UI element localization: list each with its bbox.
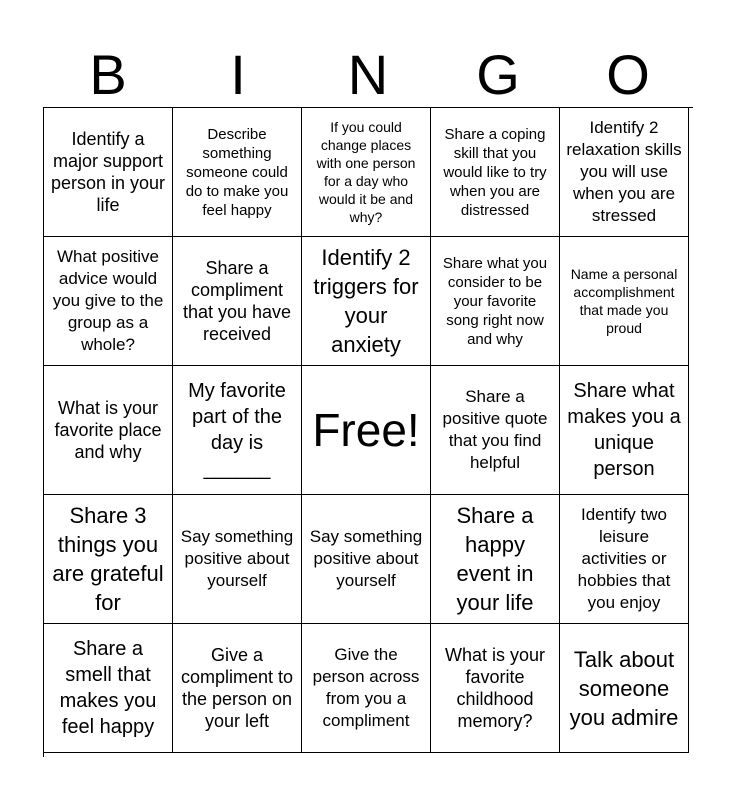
- header-letter-i: I: [230, 43, 246, 106]
- bingo-cell-text: Share 3 things you are grateful for: [52, 503, 164, 615]
- bingo-cell-r4-c4[interactable]: [431, 495, 560, 624]
- bingo-cell-r1-c3[interactable]: [302, 108, 431, 237]
- bingo-cell-r4-c2[interactable]: [173, 495, 302, 624]
- bingo-cell-r2-c2[interactable]: [173, 237, 302, 366]
- bingo-cell-r4-c1[interactable]: [44, 495, 173, 624]
- bingo-cell-r3-c1[interactable]: [44, 366, 173, 495]
- bingo-cell-text: Share a compliment that you have received: [182, 258, 292, 344]
- bingo-cell-text: Identify two leisure activities or hobbies that you enjoy: [577, 505, 671, 612]
- bingo-cell-text: What positive advice would you give to the group as a whole?: [52, 247, 164, 354]
- bingo-board: [43, 107, 693, 757]
- header-letter-b: B: [89, 43, 127, 106]
- bingo-cell-text: Identify a major support person in your life: [50, 129, 166, 215]
- bingo-cell-text: Say something positive about yourself: [309, 527, 423, 590]
- bingo-cell-r1-c5[interactable]: [560, 108, 689, 237]
- bingo-cell-r1-c2[interactable]: [173, 108, 302, 237]
- bingo-cell-r2-c5[interactable]: [560, 237, 689, 366]
- bingo-cell-text: Name a personal accomplishment that made you proud: [570, 266, 678, 336]
- bingo-cell-r5-c3[interactable]: [302, 624, 431, 753]
- bingo-cell-text: Identify 2 triggers for your anxiety: [313, 245, 419, 357]
- bingo-cell-text: Identify 2 relaxation skills you will use when you are stressed: [566, 118, 682, 225]
- bingo-cell-text: Describe something someone could do to make you feel happy: [185, 125, 289, 219]
- bingo-cell-text: My favorite part of the day is ______: [188, 380, 286, 480]
- bingo-cell-r3-c4[interactable]: [431, 366, 560, 495]
- bingo-cell-r1-c1[interactable]: [44, 108, 173, 237]
- bingo-cell-r2-c3[interactable]: [302, 237, 431, 366]
- bingo-cell-r4-c3[interactable]: [302, 495, 431, 624]
- bingo-cell-text: Share what makes you a unique person: [567, 380, 681, 480]
- bingo-cell-r5-c2[interactable]: [173, 624, 302, 753]
- bingo-cell-text: Share a happy event in your life: [456, 503, 534, 615]
- header-letter-o: O: [606, 43, 650, 106]
- bingo-cell-text: Share what you consider to be your favorite song right now and why: [442, 254, 548, 348]
- bingo-cell-r4-c5[interactable]: [560, 495, 689, 624]
- bingo-cell-text: If you could change places with one person for a day who would it be and why?: [316, 119, 416, 225]
- bingo-cell-text: What is your favorite place and why: [54, 398, 162, 462]
- bingo-cell-r5-c5[interactable]: [560, 624, 689, 753]
- bingo-cell-r5-c1[interactable]: [44, 624, 173, 753]
- bingo-cell-text: Share a positive quote that you find helpful: [442, 387, 548, 472]
- bingo-cell-text: Give a compliment to the person on your left: [180, 645, 294, 731]
- header-letter-g: G: [476, 43, 520, 106]
- bingo-cell-r2-c1[interactable]: [44, 237, 173, 366]
- bingo-cell-r5-c4[interactable]: [431, 624, 560, 753]
- bingo-cell-r1-c4[interactable]: [431, 108, 560, 237]
- bingo-cell-r3-c2[interactable]: [173, 366, 302, 495]
- bingo-cell-r3-c5[interactable]: [560, 366, 689, 495]
- bingo-cell-text: Give the person across from you a compliment: [312, 645, 420, 730]
- bingo-cell-text: What is your favorite childhood memory?: [444, 645, 546, 731]
- bingo-free-space[interactable]: [302, 366, 431, 495]
- free-space-label: Free!: [312, 404, 420, 456]
- bingo-header: [43, 44, 693, 106]
- bingo-cell-text: Share a coping skill that you would like to try when you are distressed: [443, 125, 547, 219]
- header-letter-n: N: [347, 43, 389, 106]
- bingo-cell-text: Share a smell that makes you feel happy: [59, 638, 157, 738]
- bingo-cell-text: Talk about someone you admire: [569, 646, 679, 730]
- bingo-cell-text: Say something positive about yourself: [180, 527, 294, 590]
- bingo-cell-r2-c4[interactable]: [431, 237, 560, 366]
